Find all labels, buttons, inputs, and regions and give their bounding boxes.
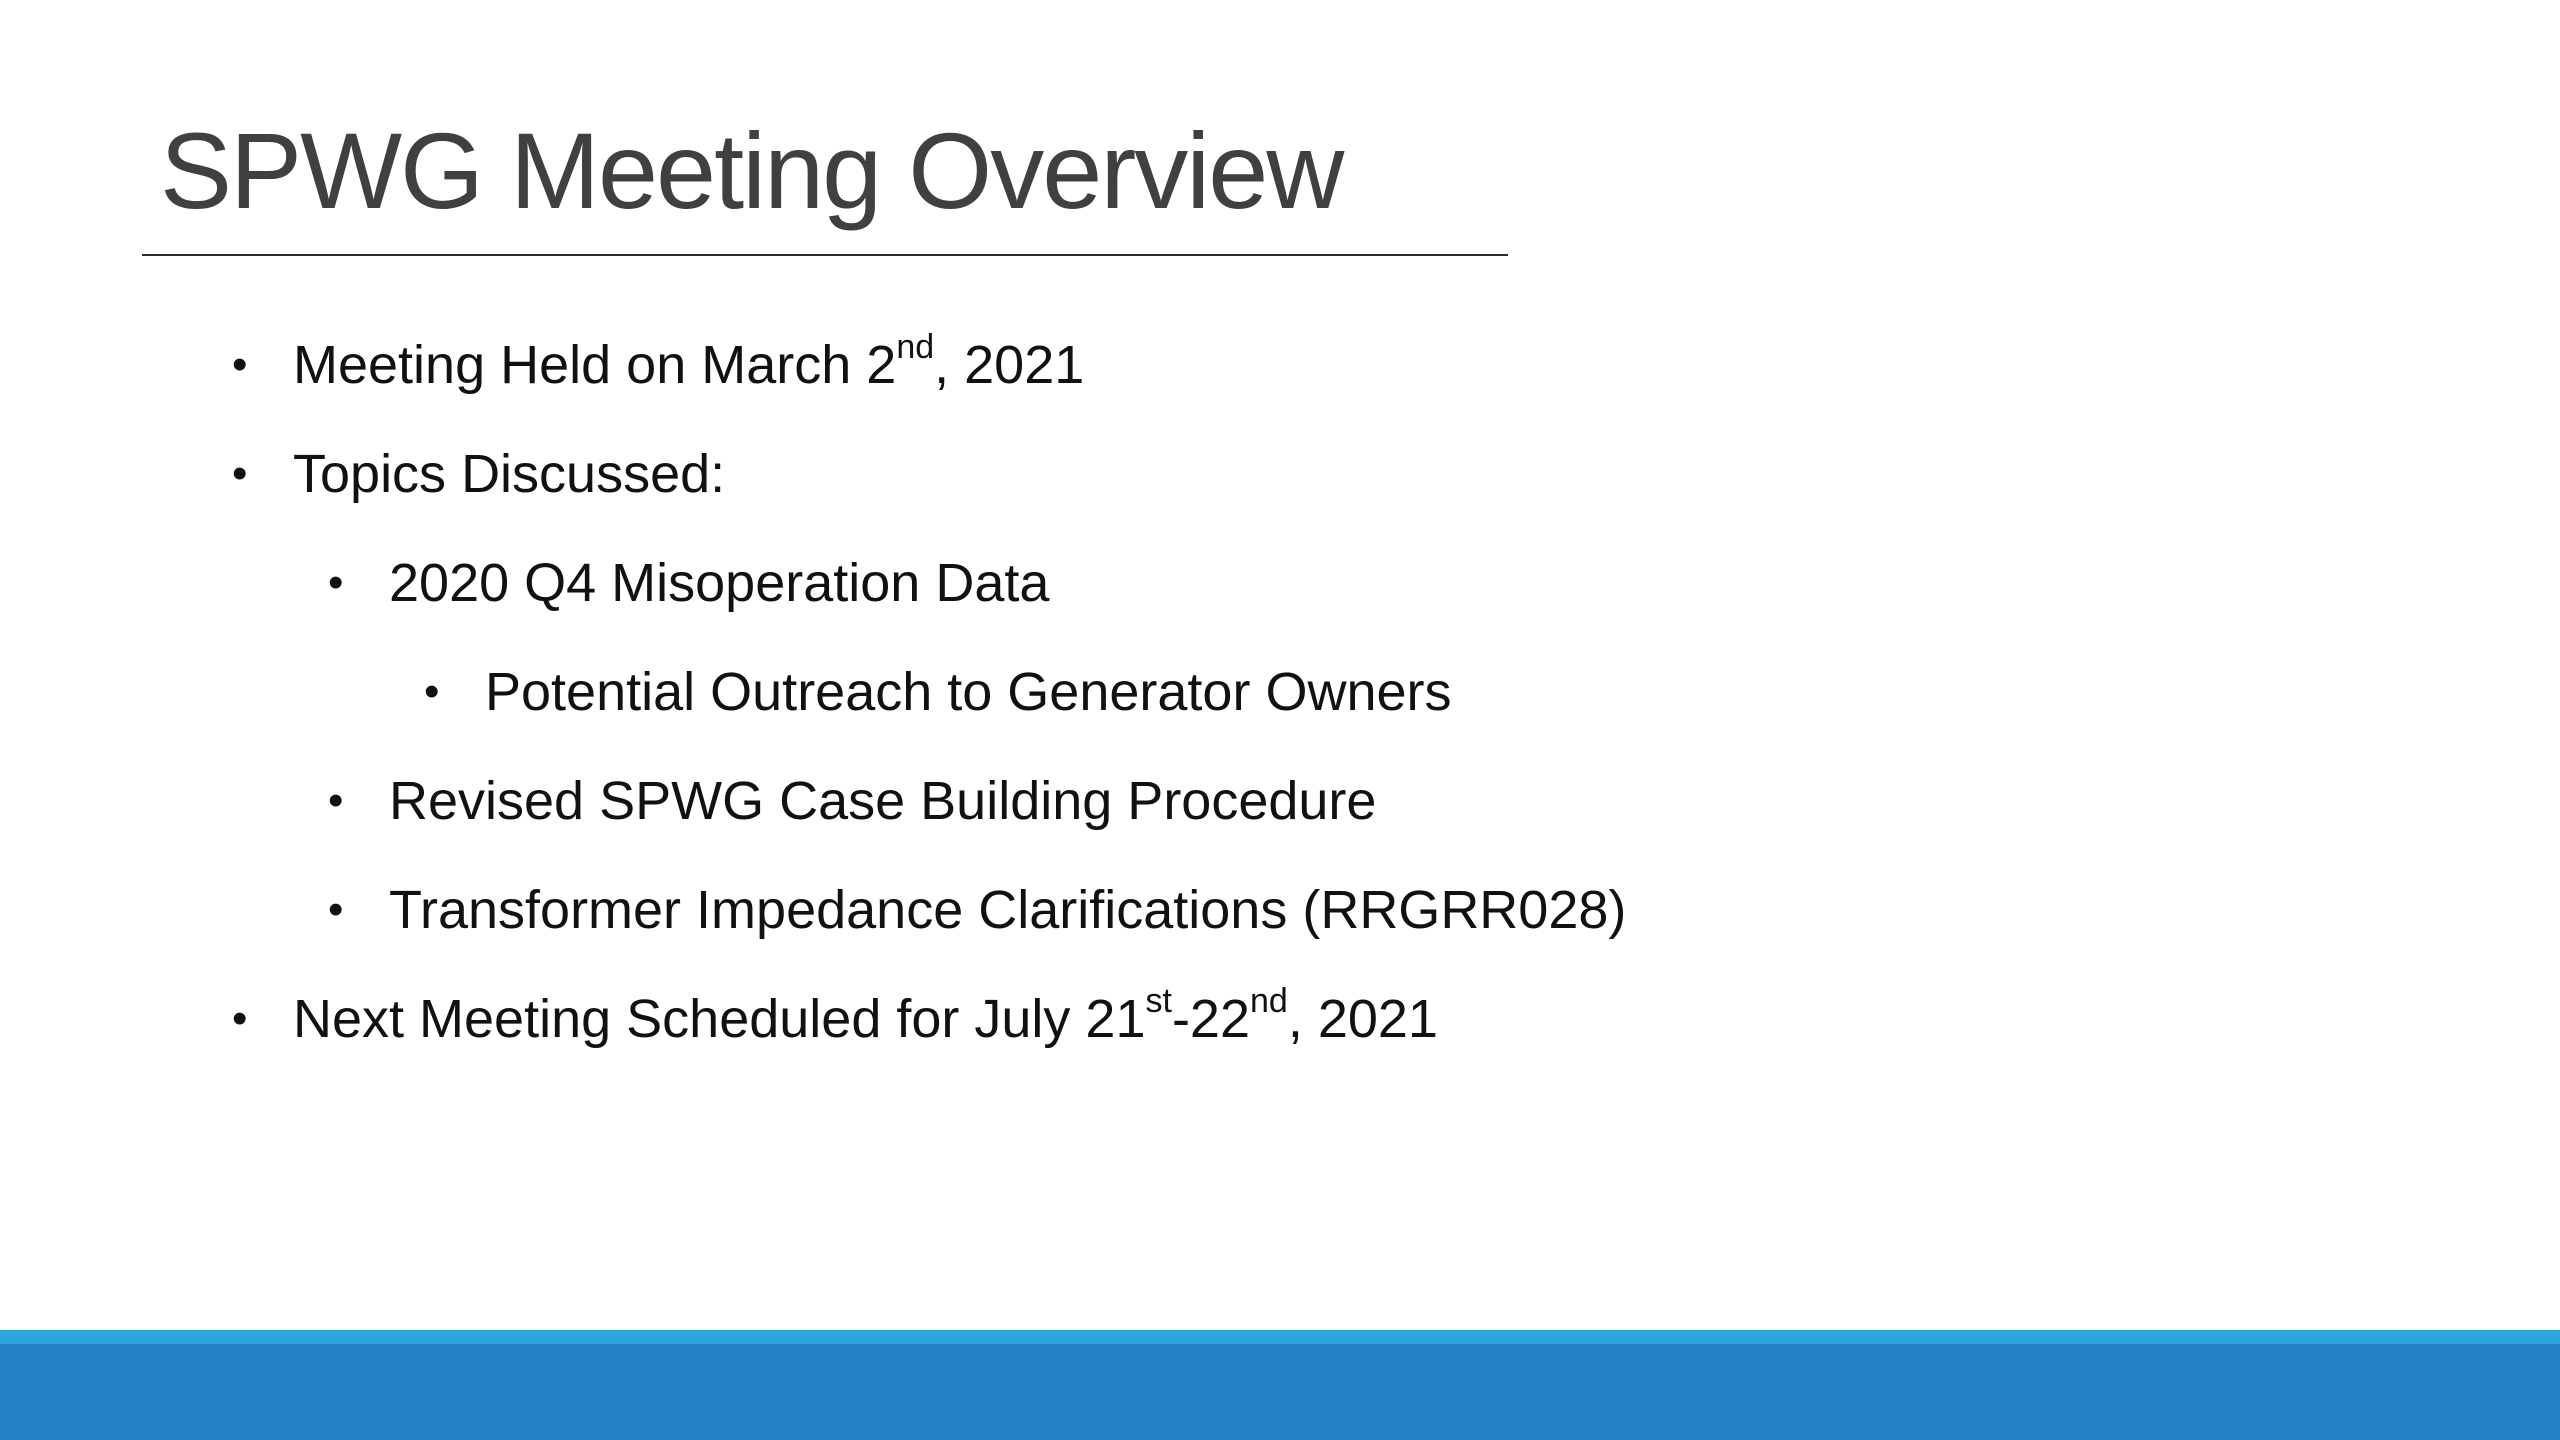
bullet-text: Potential Outreach to Generator Owners <box>485 662 1452 722</box>
bullet-text: 2020 Q4 Misoperation Data <box>389 553 1050 613</box>
bullet-text-mid: -22 <box>1171 989 1250 1049</box>
bullet-text-tail: , 2021 <box>934 335 1085 395</box>
slide-title: SPWG Meeting Overview <box>160 110 1343 231</box>
bullet-dot-icon: • <box>424 667 440 716</box>
bullet-text: Topics Discussed: <box>293 444 726 504</box>
bullet-text-superscript: nd <box>896 328 935 366</box>
bullet-dot-icon: • <box>328 885 344 934</box>
bullet-text-superscript: st <box>1145 982 1172 1020</box>
bullet-dot-icon: • <box>328 558 344 607</box>
bullet-text <box>293 320 1084 410</box>
bullet-text: Revised SPWG Case Building Procedure <box>389 771 1377 831</box>
bullet-next-meeting <box>0 974 2560 1083</box>
footer-bar <box>0 1344 2560 1440</box>
bullet-text <box>293 974 1438 1064</box>
bullet-text-main: Next Meeting Scheduled for July 21 <box>293 989 1146 1049</box>
bullet-text-superscript: nd <box>1249 982 1288 1020</box>
bullet-case-building-procedure <box>0 756 2560 865</box>
bullet-dot-icon: • <box>328 776 344 825</box>
title-underline <box>142 254 1508 256</box>
bullet-misoperation-data <box>0 538 2560 647</box>
bullet-list <box>0 320 2560 1083</box>
bullet-transformer-impedance <box>0 865 2560 974</box>
bullet-text: Transformer Impedance Clarifications (RRGRR028) <box>389 880 1627 940</box>
footer-accent-stripe <box>0 1330 2560 1344</box>
bullet-topics-discussed <box>0 429 2560 538</box>
bullet-dot-icon: • <box>232 340 248 389</box>
bullet-dot-icon: • <box>232 449 248 498</box>
bullet-dot-icon: • <box>232 994 248 1043</box>
bullet-generator-outreach <box>0 647 2560 756</box>
bullet-text-main: Meeting Held on March 2 <box>293 335 897 395</box>
bullet-text-tail: , 2021 <box>1287 989 1438 1049</box>
bullet-meeting-date <box>0 320 2560 429</box>
